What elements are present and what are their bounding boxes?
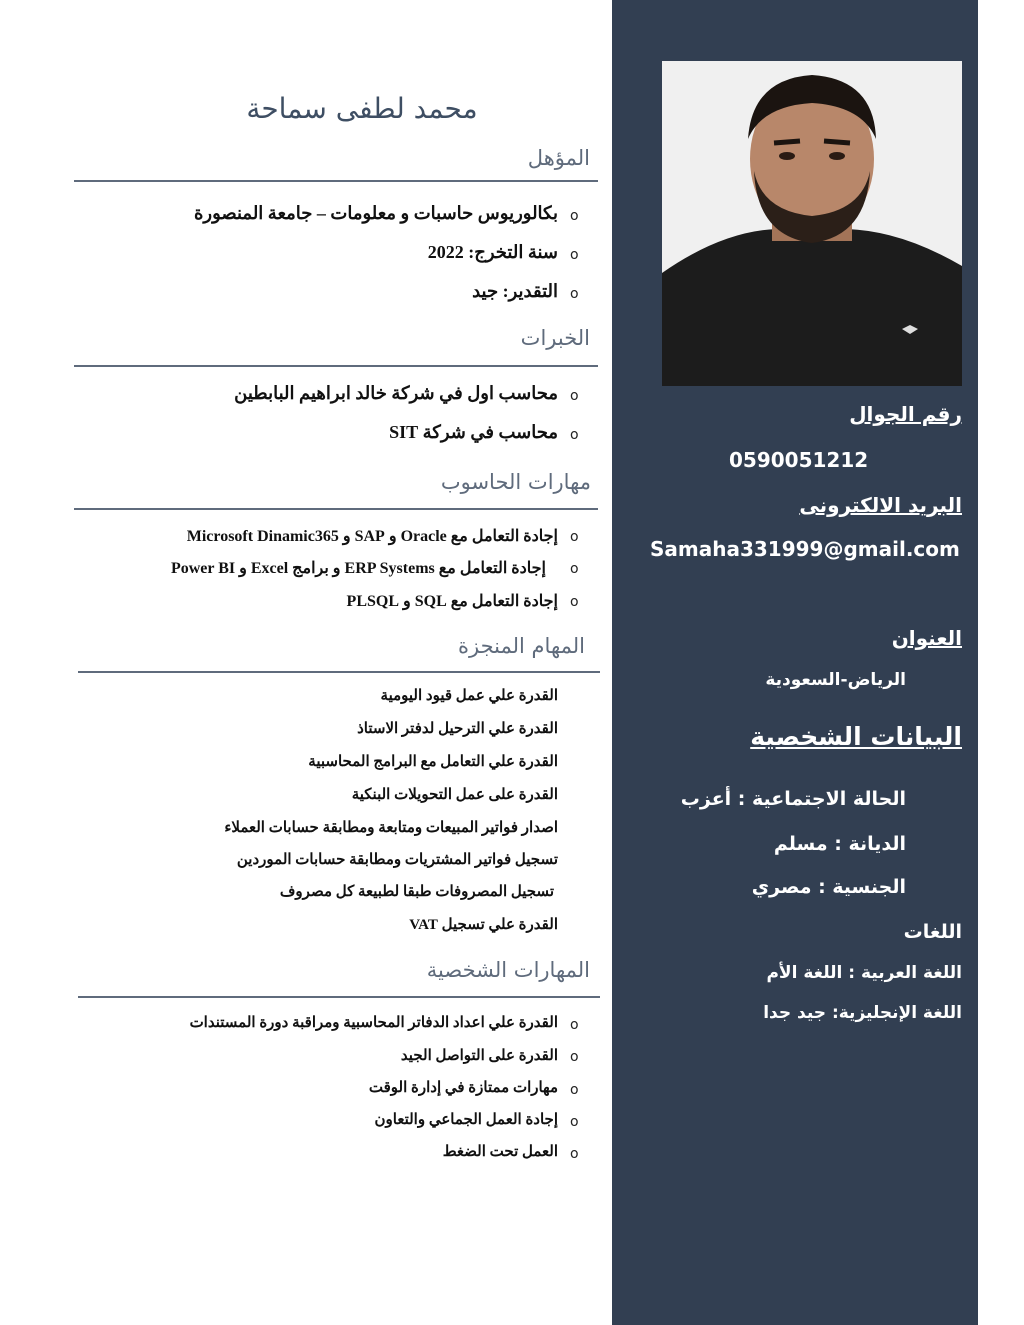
email-label: البريد الالكترونى xyxy=(799,493,962,517)
language-arabic: اللغة العربية : اللغة الأم xyxy=(766,963,962,983)
task-item: اصدار فواتير المبيعات ومتابعة ومطابقة حسابات العملاء xyxy=(224,820,558,836)
bullet-icon: o xyxy=(570,529,579,545)
email-address[interactable]: Samaha331999@gmail.com xyxy=(650,537,960,561)
computer-skills-title: مهارات الحاسوب xyxy=(440,470,591,494)
experience-title: الخبرات xyxy=(520,326,590,350)
bullet-icon: o xyxy=(570,1049,579,1065)
personal-skills-title: المهارات الشخصية xyxy=(426,958,590,982)
phone-number[interactable]: 0590051212 xyxy=(729,448,869,472)
languages-title: اللغات xyxy=(903,921,962,943)
personal-skill-item: القدرة علي اعداد الدفاتر المحاسبية ومراقبة دورة المستندات xyxy=(189,1015,558,1031)
religion: الديانة : مسلم xyxy=(773,833,906,855)
computer-skill-item: إجادة التعامل مع SQL و PLSQL xyxy=(346,593,558,610)
bullet-icon: o xyxy=(570,286,579,302)
address-label: العنوان xyxy=(891,626,962,650)
qualification-item: سنة التخرج: 2022 xyxy=(427,242,558,262)
bullet-icon: o xyxy=(570,388,579,404)
personal-skill-item: القدرة على التواصل الجيد xyxy=(400,1048,558,1064)
computer-skills-divider xyxy=(74,508,598,510)
accomplished-tasks-divider xyxy=(78,671,600,673)
personal-data-title: البيانات الشخصية xyxy=(750,722,962,751)
nationality: الجنسية : مصري xyxy=(751,876,906,898)
accomplished-tasks-title: المهام المنجزة xyxy=(458,634,585,658)
task-item: القدرة علي تسجيل VAT xyxy=(409,917,558,933)
experience-divider xyxy=(74,365,598,367)
bullet-icon: o xyxy=(570,427,579,443)
task-item: تسجيل المصروفات طبقا لطبيعة كل مصروف xyxy=(279,884,554,900)
marital-status: الحالة الاجتماعية : أعزب xyxy=(680,788,906,810)
task-item: تسجيل فواتير المشتريات ومطابقة حسابات الموردين xyxy=(236,852,558,868)
bullet-icon: o xyxy=(570,1017,579,1033)
bullet-icon: o xyxy=(570,247,579,263)
qualification-item: بكالوريوس حاسبات و معلومات – جامعة المنصورة xyxy=(193,203,558,223)
experience-item: محاسب اول في شركة خالد ابراهيم البابطين xyxy=(234,383,558,403)
computer-skill-item: إجادة التعامل مع Oracle و SAP و Microsoft Dinamic365 xyxy=(186,528,558,545)
personal-skill-item: العمل تحت الضغط xyxy=(442,1144,558,1160)
language-english: اللغة الإنجليزية: جيد جدا xyxy=(763,1003,962,1023)
qualification-divider xyxy=(74,180,598,182)
task-item: القدرة على عمل التحويلات البنكية xyxy=(351,787,558,803)
bullet-icon: o xyxy=(570,1082,579,1098)
bullet-icon: o xyxy=(570,594,579,610)
bullet-icon: o xyxy=(570,208,579,224)
computer-skill-item: إجادة التعامل مع ERP Systems و برامج Excel و Power BI xyxy=(170,560,546,577)
qualification-item: التقدير: جيد xyxy=(472,281,558,301)
qualification-title: المؤهل xyxy=(527,146,590,170)
task-item: القدرة علي عمل قيود اليومية xyxy=(380,688,558,704)
bullet-icon: o xyxy=(570,561,579,577)
personal-skill-item: مهارات ممتازة في إدارة الوقت xyxy=(368,1080,558,1096)
bullet-icon: o xyxy=(570,1114,579,1130)
personal-skills-divider xyxy=(78,996,600,998)
bullet-icon: o xyxy=(570,1146,579,1162)
experience-item: محاسب في شركة SIT xyxy=(389,422,558,442)
task-item: القدرة علي الترحيل لدفتر الاستاذ xyxy=(357,721,558,737)
phone-label: رقم الجوال xyxy=(849,402,962,426)
personal-skill-item: إجادة العمل الجماعي والتعاون xyxy=(374,1112,558,1128)
address-value: الرياض-السعودية xyxy=(765,670,906,690)
task-item: القدرة علي التعامل مع البرامج المحاسبية xyxy=(308,754,558,770)
person-name: محمد لطفى سماحة xyxy=(246,92,478,125)
